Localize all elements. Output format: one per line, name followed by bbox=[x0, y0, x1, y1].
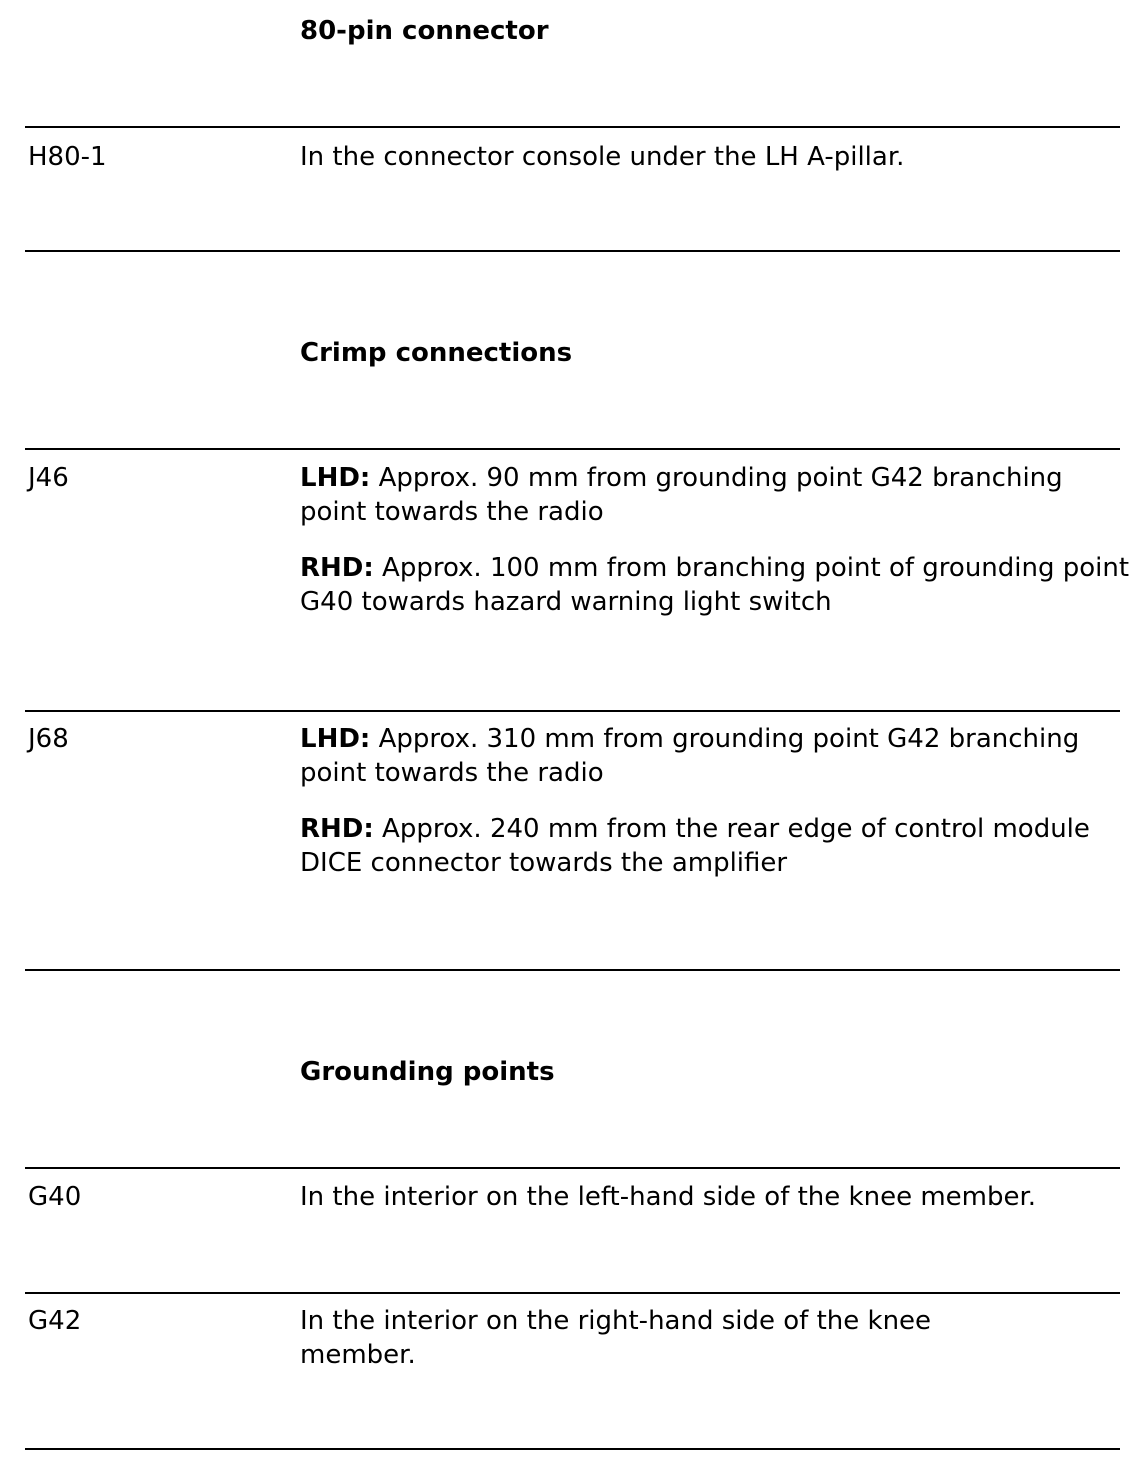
section-heading-grounding-points: Grounding points bbox=[300, 1057, 555, 1087]
lhd-location bbox=[300, 722, 1130, 790]
lhd-text: Approx. 310 mm from grounding point G42 branching point towards the radio bbox=[300, 724, 1080, 788]
divider bbox=[25, 126, 1120, 128]
section-heading-crimp-connections: Crimp connections bbox=[300, 338, 573, 368]
component-code-g42: G42 bbox=[28, 1306, 82, 1336]
divider bbox=[25, 969, 1120, 971]
divider bbox=[25, 710, 1120, 712]
lhd-text: Approx. 90 mm from grounding point G42 branching point towards the radio bbox=[300, 463, 1063, 527]
component-location-g42: In the interior on the right-hand side of the knee member. bbox=[300, 1306, 932, 1370]
component-location-j46 bbox=[300, 461, 1130, 619]
rhd-label: RHD: bbox=[300, 553, 374, 583]
divider bbox=[25, 448, 1120, 450]
divider bbox=[25, 1167, 1120, 1169]
rhd-text: Approx. 100 mm from branching point of grounding point G40 towards hazard warning light switch bbox=[300, 553, 1130, 617]
component-code-g40: G40 bbox=[28, 1182, 82, 1212]
divider bbox=[25, 1448, 1120, 1450]
rhd-text: Approx. 240 mm from the rear edge of control module DICE connector towards the amplifier bbox=[300, 814, 1090, 878]
divider bbox=[25, 1292, 1120, 1294]
component-location-j68 bbox=[300, 722, 1130, 880]
rhd-label: RHD: bbox=[300, 814, 374, 844]
rhd-location bbox=[300, 812, 1130, 880]
lhd-label: LHD: bbox=[300, 724, 371, 754]
divider bbox=[25, 250, 1120, 252]
component-code-j68: J68 bbox=[28, 724, 69, 754]
lhd-label: LHD: bbox=[300, 463, 371, 493]
component-code-h80-1: H80-1 bbox=[28, 142, 107, 172]
component-code-j46: J46 bbox=[28, 463, 69, 493]
component-location-h80-1: In the connector console under the LH A-pillar. bbox=[300, 142, 905, 172]
lhd-location bbox=[300, 461, 1130, 529]
component-location-g40: In the interior on the left-hand side of the knee member. bbox=[300, 1182, 1037, 1212]
rhd-location bbox=[300, 551, 1130, 619]
section-heading-80-pin-connector: 80-pin connector bbox=[300, 16, 549, 46]
